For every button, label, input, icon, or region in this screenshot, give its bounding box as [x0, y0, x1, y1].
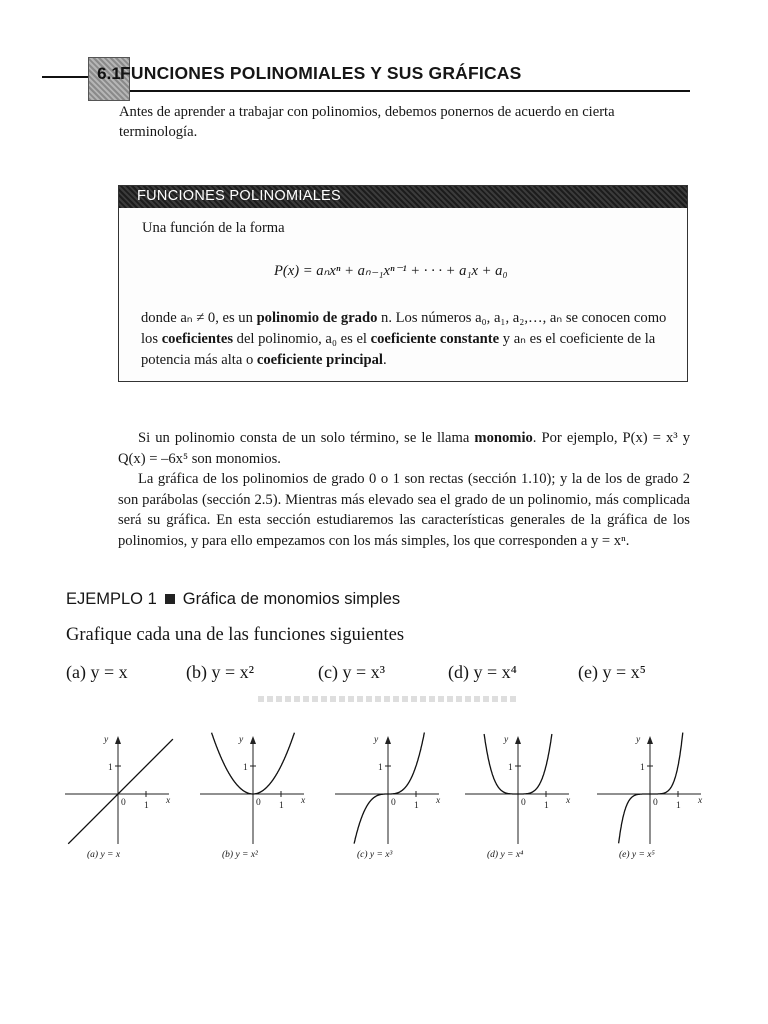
- function-item-a: (a) y = x: [66, 662, 128, 682]
- header-left-rule: [42, 76, 92, 78]
- x-axis-label: x: [301, 796, 306, 806]
- instruction-text: Grafique cada una de las funciones siguientes: [66, 625, 405, 645]
- header-rule: [130, 90, 690, 92]
- faint-bleed-through-text: [258, 696, 518, 702]
- graph-caption: (e) y = x⁵: [619, 850, 655, 860]
- section-title: FUNCIONES POLINOMIALES Y SUS GRÁFICAS: [120, 63, 522, 83]
- y-one-label: 1: [640, 763, 645, 773]
- def-bold-4: coeficiente principal: [256, 352, 383, 368]
- origin-label: 0: [391, 798, 396, 808]
- y-axis-arrow-icon: [115, 736, 121, 744]
- paragraph-2: La gráfica de los polinomios de grado 0 o 1 son rectas (sección 1.10); y la de los de grado 2 son parábolas (sección 2.5). Mientras más elevado sea el grado de un polinomio, más complicada será su gráfica. En esta sección estudiaremos las características generales de la gráfica de los polinomios, y para ello empezamos con los más simples, los que corresponden a y = xⁿ.: [118, 471, 690, 549]
- graph-caption: (a) y = x: [87, 850, 121, 860]
- x-one-label: 1: [544, 801, 549, 811]
- square-bullet-icon: [165, 594, 175, 604]
- y-one-label: 1: [508, 763, 513, 773]
- y-axis-label: y: [636, 735, 641, 745]
- graph-caption: (b) y = x²: [222, 850, 258, 860]
- def-bold-3: coeficiente constante: [370, 331, 500, 347]
- x-axis-label: x: [436, 796, 441, 806]
- origin-label: 0: [521, 798, 526, 808]
- x-axis-label: x: [566, 796, 571, 806]
- origin-label: 0: [256, 798, 261, 808]
- y-one-label: 1: [108, 763, 113, 773]
- x-axis-label: x: [698, 796, 703, 806]
- y-one-label: 1: [243, 763, 248, 773]
- intro-paragraph: Antes de aprender a trabajar con polinomios, debemos ponernos de acuerdo en cierta terminología.: [119, 104, 615, 140]
- y-axis-label: y: [374, 735, 379, 745]
- monomial-graph: [65, 728, 177, 846]
- monomial-graph: [335, 728, 447, 846]
- origin-label: 0: [653, 798, 658, 808]
- x-one-label: 1: [676, 801, 681, 811]
- example-label: EJEMPLO 1: [66, 590, 157, 608]
- def-text-2: n. Los números a₀, a₁, a₂,…, aₙ se conocen como los: [141, 310, 667, 347]
- x-one-label: 1: [144, 801, 149, 811]
- paragraph-1-b: . Por ejemplo, P(x) = x³ y Q(x) = –6x⁵ son monomios.: [118, 430, 690, 467]
- y-axis-label: y: [239, 735, 244, 745]
- monomial-graph: [597, 728, 709, 846]
- y-axis-arrow-icon: [250, 736, 256, 744]
- curve-y-x3: [354, 733, 424, 844]
- function-item-c: (c) y = x³: [318, 662, 386, 682]
- example-title: Gráfica de monomios simples: [182, 590, 401, 608]
- x-one-label: 1: [414, 801, 419, 811]
- definition-heading-bar: [119, 186, 687, 208]
- origin-label: 0: [121, 798, 126, 808]
- section-number-badge: 6.1: [88, 57, 130, 101]
- polynomial-formula: P(x) = aₙxⁿ + aₙ₋₁xⁿ⁻¹ + · · · + a₁x + a₀: [274, 263, 508, 279]
- y-axis-arrow-icon: [515, 736, 521, 744]
- y-axis-label: y: [504, 735, 509, 745]
- y-axis-arrow-icon: [385, 736, 391, 744]
- function-item-b: (b) y = x²: [186, 662, 255, 682]
- definition-box: [118, 185, 688, 382]
- y-axis-arrow-icon: [647, 736, 653, 744]
- body-paragraphs: [118, 428, 690, 551]
- definition-body: [141, 308, 671, 371]
- curve-y-x1: [68, 739, 173, 844]
- def-text-1: donde aₙ ≠ 0, es un: [141, 310, 257, 326]
- x-axis-label: x: [166, 796, 171, 806]
- y-axis-label: y: [104, 735, 109, 745]
- def-text-4: y aₙ es el coeficiente de la potencia más alta o: [141, 331, 656, 368]
- function-item-d: (d) y = x⁴: [448, 662, 517, 682]
- curve-y-x5: [619, 733, 683, 844]
- def-text-5: .: [382, 352, 387, 368]
- graph-caption: (d) y = x⁴: [487, 850, 524, 860]
- definition-intro: Una función de la forma: [142, 220, 285, 236]
- graph-caption: (c) y = x³: [357, 850, 393, 860]
- def-bold-1: polinomio de grado: [256, 310, 378, 326]
- y-one-label: 1: [378, 763, 383, 773]
- definition-heading: FUNCIONES POLINOMIALES: [137, 188, 341, 204]
- paragraph-1-bold: monomio: [474, 430, 533, 446]
- def-bold-2: coeficientes: [161, 331, 233, 347]
- paragraph-1-a: Si un polinomio consta de un solo término, se le llama: [138, 430, 475, 446]
- function-item-e: (e) y = x⁵: [578, 662, 646, 682]
- section-header: [30, 53, 690, 103]
- example-heading: [66, 590, 400, 609]
- monomial-graph: [200, 728, 312, 846]
- x-one-label: 1: [279, 801, 284, 811]
- monomial-graph: [465, 728, 577, 846]
- def-text-3: del polinomio, a₀ es el: [233, 331, 371, 347]
